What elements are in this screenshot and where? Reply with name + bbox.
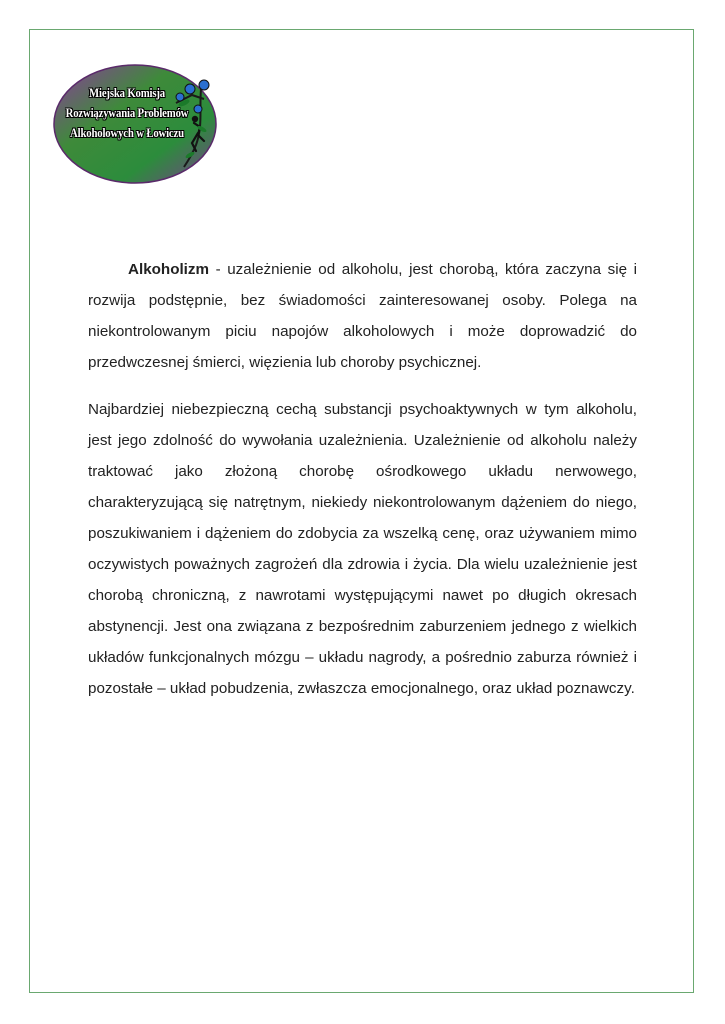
paragraph-addiction: Najbardziej niebezpieczną cechą substancji psychoaktywnych w tym alkoholu, jest jego zdolność do wywołania uzależnienia. Uzależnienie od alkoholu należy traktować jako złożoną chorobę ośrodkowego układu nerwowego, charakteryzującą się natrętnym, niekiedy niekontrolowanym dążeniem do niego, poszukiwaniem i dążeniem do zdobycia za wszelką cenę, oraz używaniem mimo oczywistych poważnych zagrożeń dla zdrowia i życia. Dla wielu uzależnienie jest chorobą chroniczną, z nawrotami występującymi nawet po długich okresach abstynencji. Jest ona związana z bezpośrednim zaburzeniem jednego z wielkich układów funkcjonalnych mózgu – układu nagrody, a pośrednio zaburza również i pozostałe – układ pobudzenia, zwłaszcza emocjonalnego, oraz układ poznawczy. xyxy=(88,401,637,697)
commission-logo xyxy=(52,63,218,185)
logo-line-2: Rozwiązywania Problemów xyxy=(65,106,189,120)
logo-text xyxy=(63,83,192,143)
document-body xyxy=(88,254,637,704)
paragraph-definition-text: - uzależnienie od alkoholu, jest chorobą, która zaczyna się i rozwija podstępnie, bez świadomości zainteresowanej osoby. Polega na niekontrolowanym piciu napojów alkoholowych i może doprowadzić do przedwczesnej śmierci, więzienia lub choroby psychicznej. xyxy=(88,261,637,371)
logo-line-1: Miejska Komisja xyxy=(89,86,165,100)
logo-line-3: Alkoholowych w Łowiczu xyxy=(70,126,184,140)
term-alkoholizm: Alkoholizm xyxy=(128,261,210,278)
paragraph-definition xyxy=(88,254,637,378)
